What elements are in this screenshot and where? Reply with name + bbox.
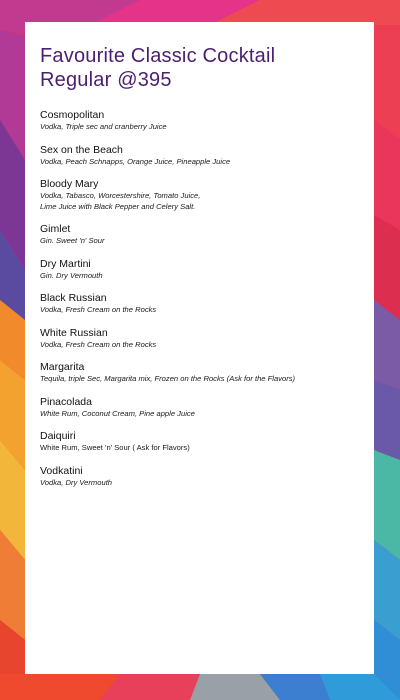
menu-item-name: Cosmopolitan [40, 109, 105, 121]
menu-item-description: Vodka, Triple sec and cranberry Juice [40, 122, 167, 131]
menu-item-bloody-mary [40, 178, 360, 212]
menu-item-description: Vodka, Dry Vermouth [40, 477, 113, 487]
menu-item-daiquiri [40, 430, 360, 454]
menu-item-description: Vodka, Fresh Cream on the Rocks [40, 305, 157, 314]
menu-item-name: Bloody Mary [40, 178, 99, 190]
menu-item-dry-martini [40, 258, 360, 282]
menu-title-line-2: Regular @395 [40, 69, 172, 91]
menu-item-name: Sex on the Beach [40, 143, 123, 156]
menu-item-name: Margarita [40, 361, 85, 373]
menu-item-description: Vodka, Fresh Cream on the Rocks [40, 339, 157, 349]
menu-item-vodkatini [40, 465, 360, 489]
menu-item-black-russian [40, 292, 360, 316]
menu-title [40, 44, 360, 92]
menu-item-margarita [40, 361, 360, 385]
menu-item-description: Tequila, triple Sec, Margarita mix, Frozen on the Rocks (Ask for the Flavors) [40, 374, 296, 383]
menu-item-cosmopolitan [40, 109, 360, 133]
menu-card [25, 22, 374, 674]
menu-item-name: Pinacolada [40, 395, 92, 408]
menu-item-name: Vodkatini [40, 464, 83, 477]
menu-item-description: White Rum, Sweet 'n' Sour ( Ask for Flavors) [40, 443, 190, 452]
menu-item-name: Daiquiri [40, 430, 76, 442]
menu-item-name: Gimlet [40, 223, 71, 235]
menu-item-gimlet [40, 223, 360, 247]
menu-item-name: Dry Martini [40, 257, 91, 270]
menu-title-line-1: Favourite Classic Cocktail [40, 45, 276, 67]
menu-item-sex-on-the-beach [40, 144, 360, 168]
menu-item-white-russian [40, 327, 360, 351]
menu-item-description: Vodka, Peach Schnapps, Orange Juice, Pineapple Juice [40, 156, 231, 166]
menu-item-name: Black Russian [40, 292, 107, 304]
menu-item-description: Gin. Dry Vermouth [40, 270, 103, 280]
menu-item-description: Vodka, Tabasco, Worcestershire, Tomato Juice, Lime Juice with Black Pepper and Celery Salt. [40, 191, 201, 211]
menu-item-name: White Russian [40, 326, 108, 339]
menu-item-pinacolada [40, 396, 360, 420]
menu-item-description: White Rum, Coconut Cream, Pine apple Juice [40, 408, 195, 418]
menu-item-description: Gin. Sweet 'n' Sour [40, 236, 105, 245]
